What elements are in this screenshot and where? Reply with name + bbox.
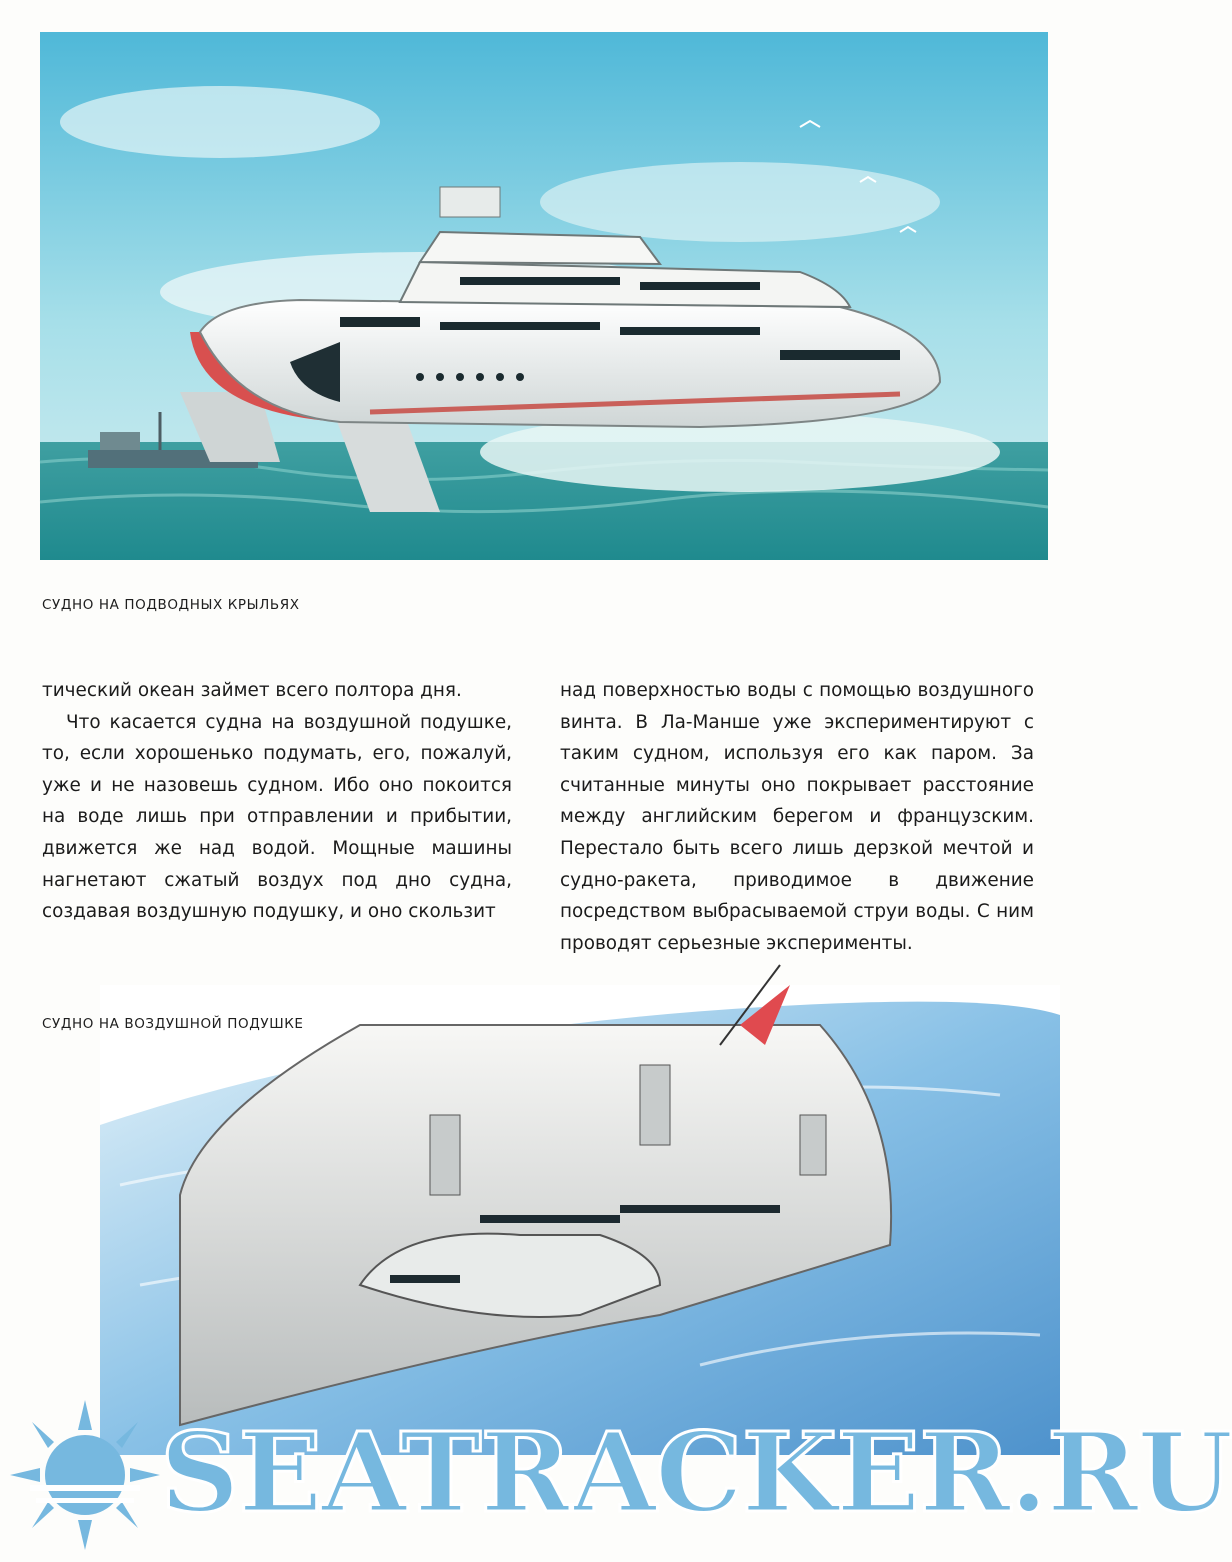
watermark-text: SEATRACKER.RU — [160, 1408, 1232, 1537]
text-column-left — [42, 675, 512, 928]
sun-over-sea-icon — [0, 1390, 170, 1562]
hovercraft-caption: СУДНО НА ВОЗДУШНОЙ ПОДУШКЕ — [42, 1016, 304, 1032]
paragraph: тический океан займет всего полтора дня. — [42, 680, 462, 701]
hydrofoil-illustration — [40, 32, 1048, 560]
hydrofoil-painting — [40, 32, 1048, 560]
paragraph: Что касается судна на воздушной подушке, то, если хорошенько подумать, его, пожалуй, уже и не назовешь судном. Ибо оно покоится на воде лишь при отправлении и прибытии, движется же над водой. Мощные машины нагнетают сжатый воздух под дно судна, создавая воздушную подушку, и оно скользит — [42, 711, 512, 923]
hydrofoil-caption: СУДНО НА ПОДВОДНЫХ КРЫЛЬЯХ — [42, 597, 300, 613]
hovercraft-illustration — [100, 985, 1060, 1455]
paragraph: над поверхностью воды с помощью воздушного винта. В Ла-Манше уже экспериментируют с таким судном, используя его как паром. За считанные минуты оно покрывает расстояние между английским берегом и французским. Перестало быть всего лишь дерзкой мечтой и судно-ракета, приводимое в движение посредством выбрасываемой струи воды. С ним проводят серьезные эксперименты. — [560, 680, 1034, 954]
text-column-right — [560, 675, 1034, 959]
hovercraft-painting — [100, 985, 1060, 1455]
